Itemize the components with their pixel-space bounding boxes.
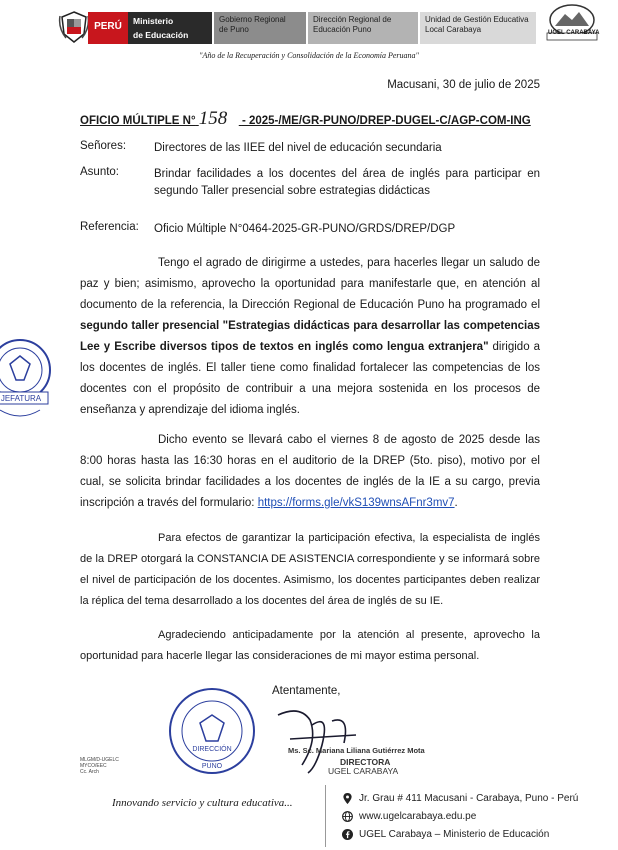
oficio-heading: [80, 108, 531, 130]
reference-initials: MLGM/D-UGELC MYCO/EEC Cc. Arch: [80, 757, 119, 775]
year-motto: "Año de la Recuperación y Consolidación de la Economía Peruana": [199, 51, 419, 60]
letter-date: Macusani, 30 de julio de 2025: [387, 79, 540, 91]
facebook-icon: [342, 829, 353, 840]
ugel-logo-text: UGEL CARABAYA: [548, 30, 600, 36]
footer-facebook[interactable]: UGEL Carabaya – Ministerio de Educación: [342, 829, 549, 840]
footer-divider: [325, 785, 326, 847]
registration-form-link[interactable]: https://forms.gle/vkS139wnsAFnr3mv7: [257, 497, 455, 509]
body-paragraph-2: Dicho evento se llevará cabo el viernes 8 de agosto de 2025 desde las 8:00 horas hasta las 16:30 horas en el auditorio de la DREP (5to. piso), motivo por el cual, se solicita brindar facilidades a los docentes de inglés de la IE a su cargo, previa inscripción a través del formulario: https://forms.gle/vkS139wnsAFnr3mv7.: [80, 434, 540, 509]
peru-coat-of-arms-logo: [58, 10, 90, 44]
workshop-title: segundo taller presencial "Estrategias didácticas para desarrollar las competencias Lee y Escribe diversos tipos de textos en inglés como lengua extranjera": [80, 320, 540, 353]
svg-text:DIRECCIÓN: DIRECCIÓN: [192, 746, 232, 753]
signer-name: Ms. Sc. Mariana Liliana Gutiérrez Mota: [288, 746, 425, 755]
svg-text:JEFATURA: JEFATURA: [0, 394, 42, 403]
oficio-suffix: - 2025-/ME/GR-PUNO/DREP-DUGEL-C/AGP-COM-ING: [241, 115, 531, 127]
footer-website[interactable]: www.ugelcarabaya.edu.pe: [342, 811, 476, 822]
referencia-label: Referencia:: [80, 221, 139, 233]
closing-salutation: Atentamente,: [272, 685, 341, 697]
oficio-prefix: OFICIO MÚLTIPLE N°: [80, 115, 196, 127]
globe-icon: [342, 811, 353, 822]
header-ministry-band: Ministerio de Educación: [128, 12, 212, 44]
header-regional-gov-band: Gobierno Regional de Puno: [214, 12, 306, 44]
left-official-seal: [0, 318, 56, 428]
referencia-value: Oficio Múltiple N°0464-2025-GR-PUNO/GRDS/DREP/DGP: [154, 223, 456, 235]
location-pin-icon: [342, 793, 353, 804]
oficio-number: 158: [198, 108, 228, 129]
signer-role: DIRECTORA: [340, 757, 391, 767]
body-paragraph-4: Agradeciendo anticipadamente por la atención al presente, aprovecho la oportunidad para hacerle llegar las consideraciones de mi mayor estima personal.: [80, 629, 540, 662]
footer-slogan: Innovando servicio y cultura educativa...: [112, 797, 293, 809]
body-paragraph-3: Para efectos de garantizar la participación efectiva, la especialista de inglés de la DREP otorgará la CONSTANCIA DE ASISTENCIA correspondiente y se informará sobre el nivel de participación de los docentes. Asimismo, los docentes participantes deben realizar la réplica del tema desarrollado a los docentes del área de inglés de su IE.: [80, 532, 540, 607]
footer-address: Jr. Grau # 411 Macusani - Carabaya, Puno - Perú: [342, 793, 578, 804]
asunto-label: Asunto:: [80, 166, 119, 178]
asunto-value: Brindar facilidades a los docentes del área de inglés para participar en segundo Taller presencial sobre estrategias didácticas: [154, 168, 540, 197]
signer-org: UGEL CARABAYA: [328, 766, 399, 776]
senores-label: Señores:: [80, 140, 127, 152]
ugel-carabaya-logo: [543, 4, 601, 44]
senores-value: Directores de las IIEE del nivel de educación secundaria: [154, 142, 442, 154]
header-country-band: PERÚ: [88, 12, 128, 44]
svg-text:PUNO: PUNO: [201, 763, 223, 770]
header-ugel-band: Unidad de Gestión Educativa Local Carabaya: [420, 12, 536, 44]
header-dre-band: Dirección Regional de Educación Puno: [308, 12, 418, 44]
bottom-official-seal: [168, 685, 260, 777]
body-paragraph-1: Tengo el agrado de dirigirme a ustedes, para hacerles llegar un saludo de paz y bien; asimismo, aprovecho la oportunidad para manifestarle que, en atención al documento de la referencia, la Dirección Regional de Educación Puno ha programado el segundo taller presencial "Estrategias didácticas para desarrollar las competencias Lee y Escribe diversos tipos de textos en inglés como lengua extranjera" dirigido a los docentes de inglés. El taller tiene como finalidad fortalecer las competencias de los docentes con el propósito de contribuir a una mejora sostenida en los procesos de enseñanza y aprendizaje del idioma inglés.: [80, 257, 540, 416]
